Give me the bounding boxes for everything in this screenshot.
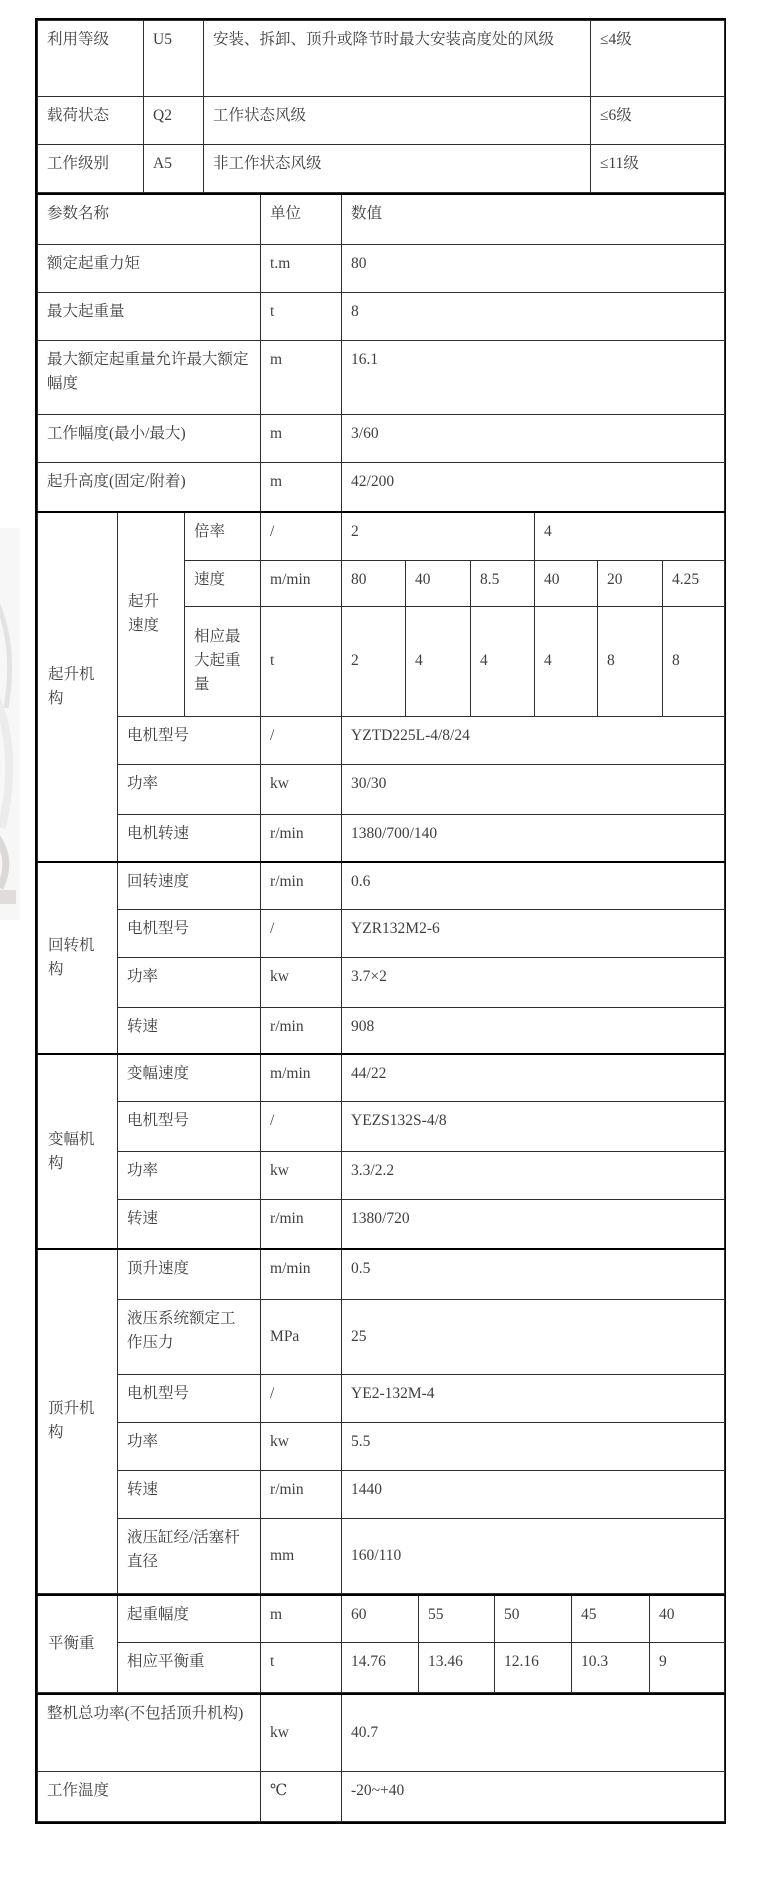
param-value: 3.3/2.2 xyxy=(342,1151,725,1199)
param-label: 功率 xyxy=(118,1422,261,1470)
param-value: YEZS132S-4/8 xyxy=(342,1101,725,1151)
param-unit: t xyxy=(261,606,342,716)
table-row xyxy=(38,1643,725,1693)
parameters-table xyxy=(37,193,725,1594)
param-value: 12.16 xyxy=(495,1643,572,1693)
param-label: 功率 xyxy=(118,1151,261,1199)
param-unit: / xyxy=(261,512,342,560)
param-label: 转速 xyxy=(118,1470,261,1518)
table-row xyxy=(38,1470,725,1518)
param-unit: / xyxy=(261,1374,342,1422)
spec-table-frame xyxy=(35,18,726,1824)
param-label: 电机转速 xyxy=(118,814,261,862)
counterweight-table xyxy=(37,1594,725,1694)
table-row xyxy=(38,1249,725,1299)
param-label: 电机型号 xyxy=(118,909,261,957)
table-row xyxy=(38,1694,725,1771)
class-desc: 非工作状态风级 xyxy=(204,145,591,193)
param-value: 3.7×2 xyxy=(342,957,725,1007)
param-value: 40 xyxy=(650,1595,725,1643)
param-value: 2 xyxy=(342,512,535,560)
param-value: 13.46 xyxy=(419,1643,495,1693)
param-value: YZR132M2-6 xyxy=(342,909,725,957)
param-unit: m xyxy=(261,414,342,462)
table-row xyxy=(38,1518,725,1593)
param-unit: t xyxy=(261,1643,342,1693)
param-unit: m xyxy=(261,1595,342,1643)
luffing-section xyxy=(38,1054,725,1249)
header-param: 参数名称 xyxy=(38,194,261,244)
param-value: YE2-132M-4 xyxy=(342,1374,725,1422)
param-value: 4 xyxy=(471,606,535,716)
param-unit: / xyxy=(261,909,342,957)
param-value: 20 xyxy=(598,560,663,606)
param-label: 起重幅度 xyxy=(118,1595,261,1643)
table-row xyxy=(38,340,725,414)
param-unit: kw xyxy=(261,1422,342,1470)
param-value: 1380/720 xyxy=(342,1199,725,1249)
table-header-row xyxy=(38,194,725,244)
param-unit: t xyxy=(261,292,342,340)
table-row xyxy=(38,1299,725,1374)
param-label: 电机型号 xyxy=(118,1374,261,1422)
class-desc: 安装、拆卸、顶升或降节时最大安装高度处的风级 xyxy=(204,21,591,97)
param-value: 80 xyxy=(342,560,406,606)
param-value: 8 xyxy=(598,606,663,716)
table-row xyxy=(38,292,725,340)
param-value: YZTD225L-4/8/24 xyxy=(342,716,725,764)
param-value: 160/110 xyxy=(342,1518,725,1593)
param-label: 最大额定起重量允许最大额定幅度 xyxy=(38,340,261,414)
param-value: 42/200 xyxy=(342,462,725,512)
param-unit: ℃ xyxy=(261,1771,342,1821)
param-label: 速度 xyxy=(185,560,261,606)
param-label: 顶升速度 xyxy=(118,1249,261,1299)
param-unit: r/min xyxy=(261,862,342,909)
table-row xyxy=(38,244,725,292)
group-label: 顶升机构 xyxy=(38,1249,118,1593)
class-label: 工作级别 xyxy=(38,145,144,193)
param-label: 变幅速度 xyxy=(118,1054,261,1101)
param-value: 10.3 xyxy=(572,1643,650,1693)
header-value: 数值 xyxy=(342,194,725,244)
param-unit: kw xyxy=(261,1151,342,1199)
jacking-section xyxy=(38,1249,725,1593)
table-row xyxy=(38,909,725,957)
param-unit: r/min xyxy=(261,814,342,862)
table-row xyxy=(38,814,725,862)
param-value: 30/30 xyxy=(342,764,725,814)
table-row xyxy=(38,957,725,1007)
param-value: 1440 xyxy=(342,1470,725,1518)
classification-table xyxy=(37,20,725,193)
hoist-section xyxy=(38,512,725,862)
param-value: -20~+40 xyxy=(342,1771,725,1821)
class-label: 利用等级 xyxy=(38,21,144,97)
class-grade: U5 xyxy=(144,21,204,97)
param-value: 16.1 xyxy=(342,340,725,414)
param-value: 8 xyxy=(663,606,725,716)
param-value: 55 xyxy=(419,1595,495,1643)
param-unit: / xyxy=(261,716,342,764)
param-value: 5.5 xyxy=(342,1422,725,1470)
table-row xyxy=(38,862,725,909)
table-row xyxy=(38,1422,725,1470)
param-label: 电机型号 xyxy=(118,1101,261,1151)
param-label: 回转速度 xyxy=(118,862,261,909)
param-label: 功率 xyxy=(118,957,261,1007)
param-value: 40 xyxy=(535,560,598,606)
param-value: 60 xyxy=(342,1595,419,1643)
param-value: 9 xyxy=(650,1643,725,1693)
slewing-section xyxy=(38,862,725,1054)
subgroup-label: 起升速度 xyxy=(118,512,185,716)
param-value: 0.6 xyxy=(342,862,725,909)
param-label: 液压系统额定工作压力 xyxy=(118,1299,261,1374)
param-value: 4.25 xyxy=(663,560,725,606)
param-value: 14.76 xyxy=(342,1643,419,1693)
param-label: 倍率 xyxy=(185,512,261,560)
param-unit: / xyxy=(261,1101,342,1151)
table-row xyxy=(38,1595,725,1643)
totals-table xyxy=(37,1693,725,1822)
param-unit: r/min xyxy=(261,1470,342,1518)
table-row xyxy=(38,716,725,764)
param-value: 80 xyxy=(342,244,725,292)
param-unit: m xyxy=(261,340,342,414)
class-desc: 工作状态风级 xyxy=(204,97,591,145)
param-unit: MPa xyxy=(261,1299,342,1374)
param-label: 功率 xyxy=(118,764,261,814)
param-label: 相应平衡重 xyxy=(118,1643,261,1693)
param-value: 4 xyxy=(406,606,471,716)
param-value: 8 xyxy=(342,292,725,340)
param-label: 相应最大起重量 xyxy=(185,606,261,716)
param-unit: kw xyxy=(261,1694,342,1771)
param-label: 电机型号 xyxy=(118,716,261,764)
table-row xyxy=(38,1151,725,1199)
param-label: 工作温度 xyxy=(38,1771,261,1821)
table-row xyxy=(38,462,725,512)
param-unit: mm xyxy=(261,1518,342,1593)
param-value: 2 xyxy=(342,606,406,716)
table-row xyxy=(38,764,725,814)
table-row xyxy=(38,21,725,97)
param-value: 8.5 xyxy=(471,560,535,606)
param-value: 3/60 xyxy=(342,414,725,462)
class-grade: Q2 xyxy=(144,97,204,145)
param-label: 转速 xyxy=(118,1007,261,1054)
param-unit: m/min xyxy=(261,1249,342,1299)
param-value: 908 xyxy=(342,1007,725,1054)
group-label: 平衡重 xyxy=(38,1595,118,1693)
param-value: 44/22 xyxy=(342,1054,725,1101)
group-label: 回转机构 xyxy=(38,862,118,1054)
param-unit: m/min xyxy=(261,560,342,606)
param-unit: r/min xyxy=(261,1007,342,1054)
table-row xyxy=(38,1374,725,1422)
table-row xyxy=(38,1199,725,1249)
param-label: 最大起重量 xyxy=(38,292,261,340)
param-label: 工作幅度(最小/最大) xyxy=(38,414,261,462)
header-unit: 单位 xyxy=(261,194,342,244)
table-row xyxy=(38,1007,725,1054)
table-row xyxy=(38,1054,725,1101)
param-unit: r/min xyxy=(261,1199,342,1249)
param-unit: t.m xyxy=(261,244,342,292)
param-label: 起升高度(固定/附着) xyxy=(38,462,261,512)
class-label: 载荷状态 xyxy=(38,97,144,145)
param-unit: kw xyxy=(261,764,342,814)
table-row xyxy=(38,145,725,193)
table-row xyxy=(38,1771,725,1821)
table-row xyxy=(38,1101,725,1151)
table-row xyxy=(38,414,725,462)
param-value: 50 xyxy=(495,1595,572,1643)
param-value: 45 xyxy=(572,1595,650,1643)
group-label: 变幅机构 xyxy=(38,1054,118,1249)
param-label: 额定起重力矩 xyxy=(38,244,261,292)
class-wind: ≤4级 xyxy=(591,21,725,97)
param-value: 40.7 xyxy=(342,1694,725,1771)
table-row xyxy=(38,97,725,145)
param-unit: m xyxy=(261,462,342,512)
param-value: 0.5 xyxy=(342,1249,725,1299)
group-label: 起升机构 xyxy=(38,512,118,862)
param-label: 整机总功率(不包括顶升机构) xyxy=(38,1694,261,1771)
param-value: 4 xyxy=(535,606,598,716)
param-value: 40 xyxy=(406,560,471,606)
table-row xyxy=(38,512,725,560)
param-value: 1380/700/140 xyxy=(342,814,725,862)
param-label: 液压缸经/活塞杆直径 xyxy=(118,1518,261,1593)
param-value: 4 xyxy=(535,512,725,560)
param-unit: m/min xyxy=(261,1054,342,1101)
class-grade: A5 xyxy=(144,145,204,193)
class-wind: ≤11级 xyxy=(591,145,725,193)
param-unit: kw xyxy=(261,957,342,1007)
param-label: 转速 xyxy=(118,1199,261,1249)
param-value: 25 xyxy=(342,1299,725,1374)
class-wind: ≤6级 xyxy=(591,97,725,145)
